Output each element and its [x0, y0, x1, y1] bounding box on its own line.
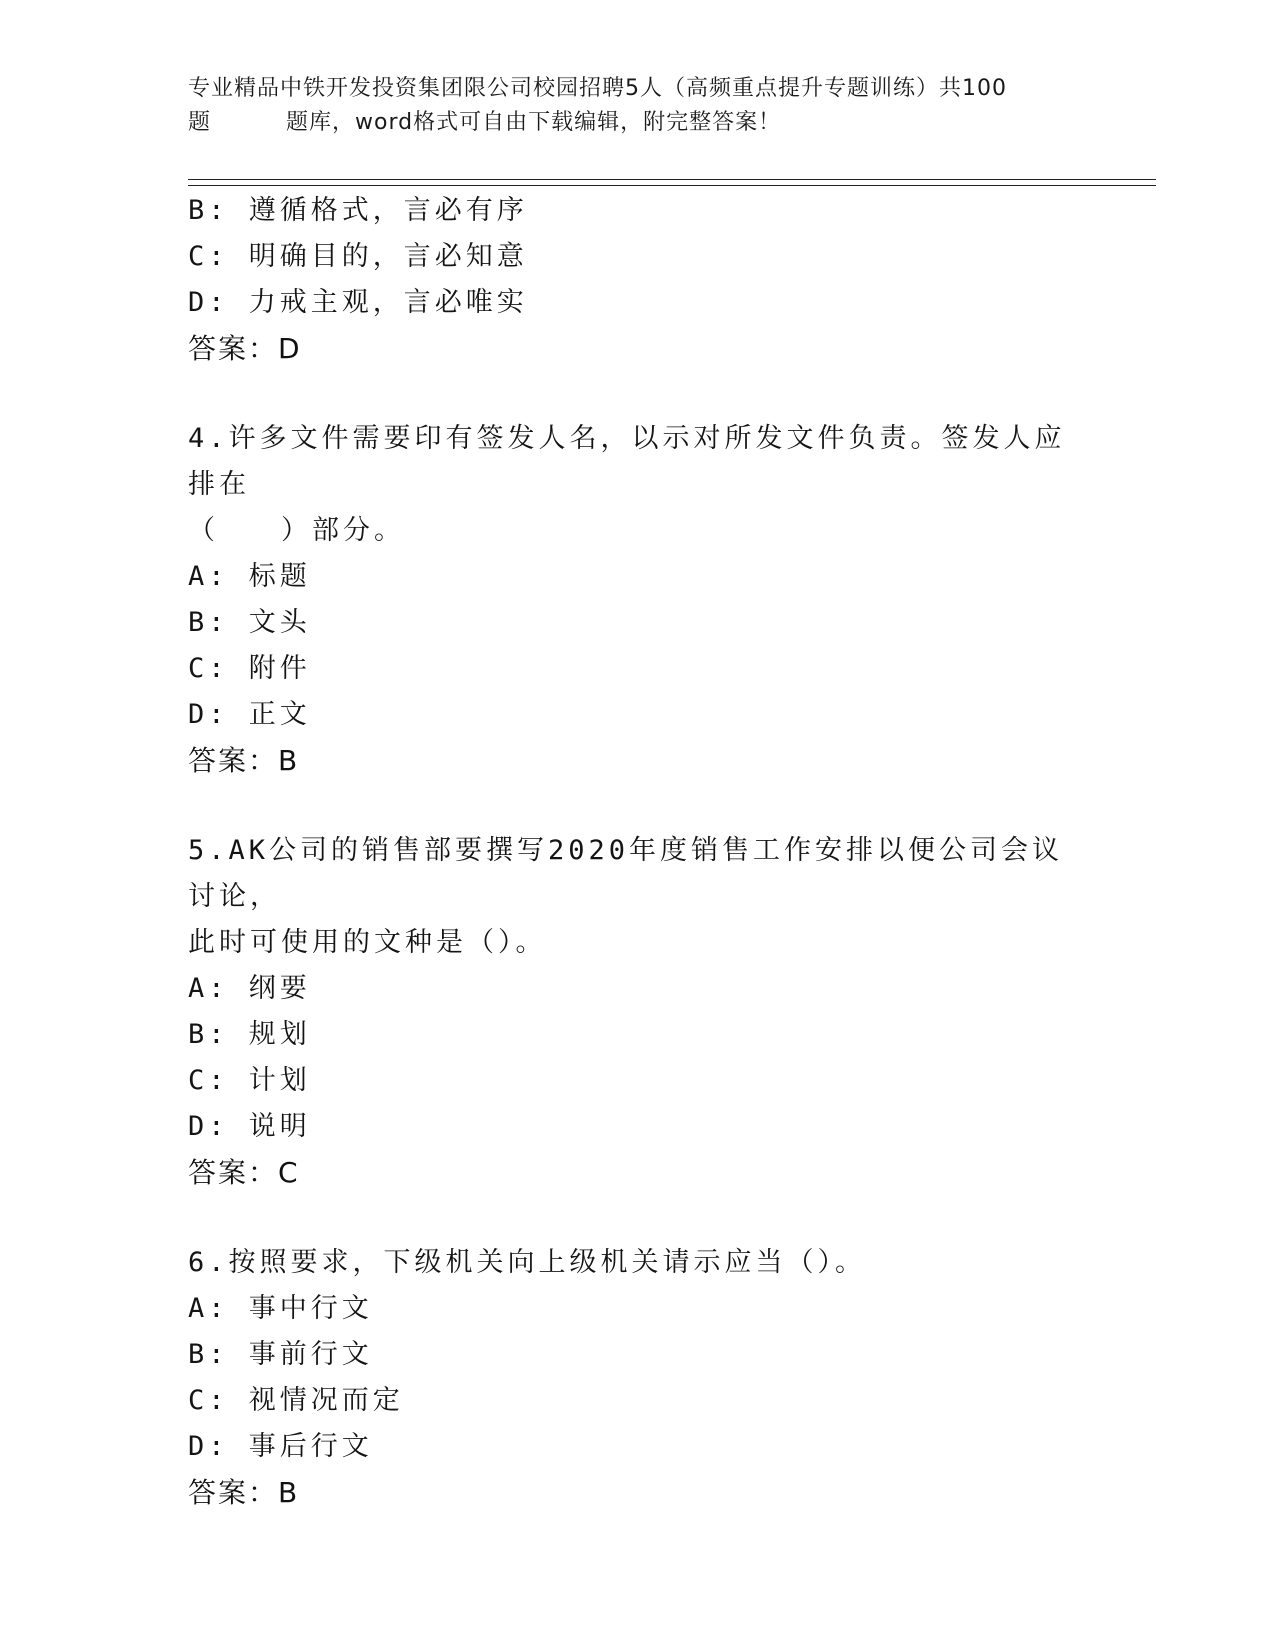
header-title-line1: 专业精品中铁开发投资集团限公司校园招聘5人（高频重点提升专题训练）共100: [188, 76, 1007, 101]
question-stem-line2: 此时可使用的文种是（）。: [188, 927, 547, 958]
question-stem-line1: 5.AK公司的销售部要撰写2020年度销售工作安排以便公司会议讨论，: [188, 835, 1064, 912]
spacer: [188, 1196, 1088, 1240]
question-4: [188, 416, 1088, 784]
document-header: [188, 72, 1088, 140]
option-d: D: 事后行文: [188, 1431, 373, 1462]
answer-line: 答案：C: [188, 1156, 300, 1189]
question-5: [188, 828, 1088, 1196]
header-title-line2-prefix: 题: [188, 110, 212, 135]
header-title-line2: [188, 106, 1088, 140]
answer-line: 答案：B: [188, 1476, 300, 1509]
question-stem-line1: 4.许多文件需要印有签发人名，以示对所发文件负责。签发人应排在: [188, 423, 1066, 500]
spacer: [188, 372, 1088, 416]
option-c: C: 明确目的，言必知意: [188, 241, 528, 272]
option-a: A: 纲要: [188, 973, 311, 1004]
question-3-partial: [188, 188, 1088, 372]
option-d: D: 正文: [188, 699, 311, 730]
spacer: [188, 784, 1088, 828]
question-6: [188, 1240, 1088, 1516]
option-d: D: 力戒主观，言必唯实: [188, 287, 528, 318]
question-content: [188, 188, 1088, 1516]
option-a: A: 标题: [188, 561, 311, 592]
option-d: D: 说明: [188, 1111, 311, 1142]
header-divider-bottom: [188, 185, 1156, 186]
option-c: C: 视情况而定: [188, 1385, 404, 1416]
option-b: B: 文头: [188, 607, 311, 638]
header-title-line2-rest: 题库，word格式可自由下载编辑，附完整答案！: [286, 110, 782, 135]
option-c: C: 附件: [188, 653, 311, 684]
option-b: B: 规划: [188, 1019, 311, 1050]
option-c: C: 计划: [188, 1065, 311, 1096]
option-b: B: 事前行文: [188, 1339, 373, 1370]
answer-line: 答案：B: [188, 744, 300, 777]
answer-line: 答案：D: [188, 332, 302, 365]
option-b: B: 遵循格式，言必有序: [188, 195, 528, 226]
option-a: A: 事中行文: [188, 1293, 373, 1324]
header-divider-top: [188, 179, 1156, 180]
question-stem-line1: 6.按照要求，下级机关向上级机关请示应当（）。: [188, 1247, 867, 1278]
question-stem-line2: （ ）部分。: [188, 515, 405, 546]
